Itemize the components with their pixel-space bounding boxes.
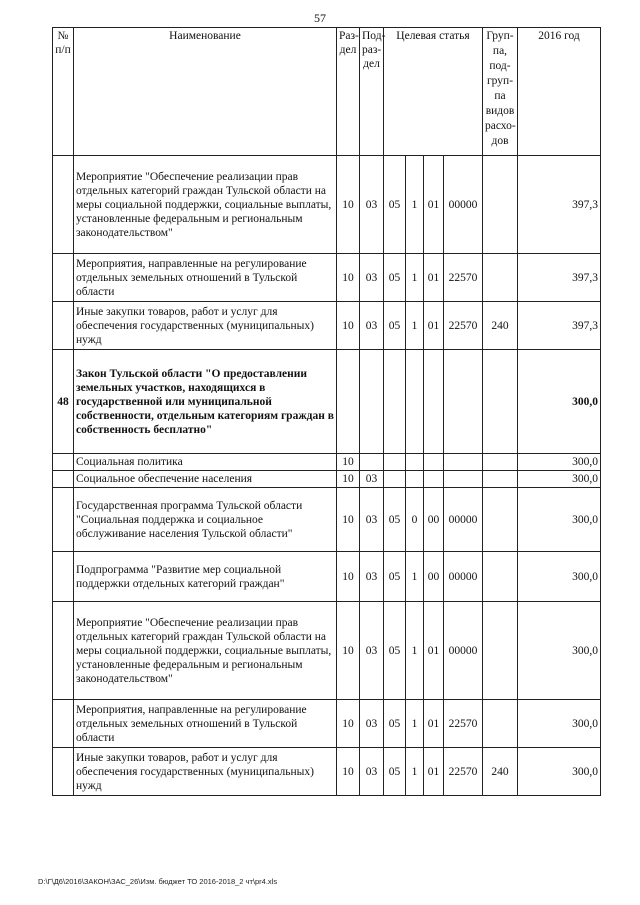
row-name: Мероприятия, направленные на регулирование отдельных земельных отношений в Тульской области: [74, 254, 337, 302]
header-section: Раз-дел: [337, 28, 360, 156]
row-section: 10: [337, 254, 360, 302]
row-target-direction: 22570: [444, 700, 483, 748]
row-subsection: 03: [360, 552, 384, 602]
row-target-program: 05: [384, 156, 406, 254]
row-target-subprogram: 1: [406, 254, 424, 302]
table-row: [53, 602, 601, 700]
row-expense-group: [483, 488, 518, 552]
row-subsection: 03: [360, 471, 384, 488]
table-row: [53, 488, 601, 552]
row-target-subprogram: [406, 350, 424, 454]
row-amount-2016: 300,0: [518, 602, 601, 700]
row-target-direction: [444, 350, 483, 454]
row-name: Иные закупки товаров, работ и услуг для обеспечения государственных (муниципальных) нужд: [74, 748, 337, 796]
row-target-event: 01: [424, 254, 444, 302]
row-name: Подпрограмма "Развитие мер социальной поддержки отдельных категорий граждан": [74, 552, 337, 602]
row-name: Мероприятие "Обеспечение реализации прав отдельных категорий граждан Тульской области на меры социальной поддержки, социальные выплаты, установленные федеральным и региональным законодательством": [74, 602, 337, 700]
row-number: [53, 552, 74, 602]
row-amount-2016: 300,0: [518, 552, 601, 602]
table-row: [53, 302, 601, 350]
row-expense-group: 240: [483, 748, 518, 796]
row-target-direction: 22570: [444, 302, 483, 350]
row-section: 10: [337, 156, 360, 254]
row-target-direction: [444, 454, 483, 471]
row-subsection: 03: [360, 488, 384, 552]
row-target-direction: [444, 471, 483, 488]
row-target-subprogram: 1: [406, 700, 424, 748]
row-target-program: [384, 471, 406, 488]
row-target-direction: 00000: [444, 156, 483, 254]
row-target-event: 01: [424, 748, 444, 796]
row-subsection: [360, 350, 384, 454]
row-name: Мероприятия, направленные на регулирование отдельных земельных отношений в Тульской области: [74, 700, 337, 748]
row-target-direction: 22570: [444, 254, 483, 302]
row-number: [53, 471, 74, 488]
row-expense-group: 240: [483, 302, 518, 350]
row-section: 10: [337, 602, 360, 700]
row-expense-group: [483, 254, 518, 302]
row-target-event: 01: [424, 602, 444, 700]
row-number: [53, 454, 74, 471]
row-number: 48: [53, 350, 74, 454]
table-row: [53, 748, 601, 796]
table-row: [53, 254, 601, 302]
row-section: 10: [337, 552, 360, 602]
row-subsection: 03: [360, 700, 384, 748]
row-target-subprogram: 1: [406, 302, 424, 350]
header-target: Целевая статья: [384, 28, 483, 156]
row-section: 10: [337, 302, 360, 350]
table-row: [53, 552, 601, 602]
row-target-program: 05: [384, 700, 406, 748]
row-target-event: [424, 471, 444, 488]
row-target-subprogram: 1: [406, 156, 424, 254]
row-target-direction: 00000: [444, 488, 483, 552]
table-row: [53, 471, 601, 488]
row-target-event: 01: [424, 156, 444, 254]
row-target-direction: 22570: [444, 748, 483, 796]
row-name: Иные закупки товаров, работ и услуг для обеспечения государственных (муниципальных) нужд: [74, 302, 337, 350]
row-expense-group: [483, 454, 518, 471]
row-name: Государственная программа Тульской области "Социальная поддержка и социальное обслуживание населения Тульской области": [74, 488, 337, 552]
row-target-program: 05: [384, 254, 406, 302]
row-subsection: 03: [360, 302, 384, 350]
row-target-program: [384, 454, 406, 471]
row-target-program: 05: [384, 302, 406, 350]
table-row: [53, 454, 601, 471]
table-row: [53, 156, 601, 254]
row-name: Мероприятие "Обеспечение реализации прав отдельных категорий граждан Тульской области на меры социальной поддержки, социальные выплаты, установленные федеральным и региональным законодательством": [74, 156, 337, 254]
budget-table: [52, 27, 601, 796]
row-section: [337, 350, 360, 454]
row-amount-2016: 300,0: [518, 488, 601, 552]
row-target-event: 01: [424, 302, 444, 350]
row-section: 10: [337, 488, 360, 552]
row-target-subprogram: 1: [406, 552, 424, 602]
header-name: Наименование: [74, 28, 337, 156]
page-number: 57: [314, 11, 326, 25]
row-section: 10: [337, 700, 360, 748]
header-group: Груп-па, под-груп-па видов расхо-дов: [483, 28, 518, 156]
row-target-event: 00: [424, 488, 444, 552]
row-number: [53, 254, 74, 302]
row-amount-2016: 300,0: [518, 700, 601, 748]
row-amount-2016: 397,3: [518, 156, 601, 254]
header-subsection: Под-раз-дел: [360, 28, 384, 156]
row-target-program: 05: [384, 748, 406, 796]
row-target-event: 00: [424, 552, 444, 602]
row-target-subprogram: 0: [406, 488, 424, 552]
table-row: [53, 350, 601, 454]
row-number: [53, 302, 74, 350]
row-section: 10: [337, 748, 360, 796]
row-target-event: 01: [424, 700, 444, 748]
row-amount-2016: 397,3: [518, 302, 601, 350]
row-target-subprogram: 1: [406, 602, 424, 700]
row-target-subprogram: 1: [406, 748, 424, 796]
row-target-direction: 00000: [444, 602, 483, 700]
row-target-subprogram: [406, 471, 424, 488]
row-target-program: 05: [384, 488, 406, 552]
row-target-event: [424, 454, 444, 471]
row-name: Закон Тульской области "О предоставлении земельных участков, находящихся в государственной или муниципальной собственности, отдельным категориям граждан в собственность бесплатно": [74, 350, 337, 454]
row-target-direction: 00000: [444, 552, 483, 602]
row-name: Социальная политика: [74, 454, 337, 471]
row-expense-group: [483, 471, 518, 488]
table-header-row: [53, 28, 601, 156]
row-target-subprogram: [406, 454, 424, 471]
row-expense-group: [483, 350, 518, 454]
header-year: 2016 год: [518, 28, 601, 156]
row-section: 10: [337, 471, 360, 488]
row-subsection: 03: [360, 748, 384, 796]
row-section: 10: [337, 454, 360, 471]
row-amount-2016: 300,0: [518, 350, 601, 454]
row-target-event: [424, 350, 444, 454]
row-number: [53, 156, 74, 254]
row-subsection: 03: [360, 254, 384, 302]
row-amount-2016: 300,0: [518, 454, 601, 471]
row-number: [53, 488, 74, 552]
table-row: [53, 700, 601, 748]
row-amount-2016: 397,3: [518, 254, 601, 302]
row-subsection: 03: [360, 156, 384, 254]
row-amount-2016: 300,0: [518, 471, 601, 488]
row-expense-group: [483, 602, 518, 700]
row-amount-2016: 300,0: [518, 748, 601, 796]
row-number: [53, 602, 74, 700]
row-expense-group: [483, 156, 518, 254]
row-target-program: [384, 350, 406, 454]
row-expense-group: [483, 700, 518, 748]
row-number: [53, 748, 74, 796]
header-num: № п/п: [53, 28, 74, 156]
row-subsection: [360, 454, 384, 471]
row-target-program: 05: [384, 602, 406, 700]
row-expense-group: [483, 552, 518, 602]
row-target-program: 05: [384, 552, 406, 602]
footer-file-path: D:\Г\Д6\2016\ЗАКОН\ЗАС_26\Изм. бюджет ТО 2016-2018_2 чт\pr4.xls: [38, 877, 278, 886]
row-number: [53, 700, 74, 748]
row-name: Социальное обеспечение населения: [74, 471, 337, 488]
row-subsection: 03: [360, 602, 384, 700]
